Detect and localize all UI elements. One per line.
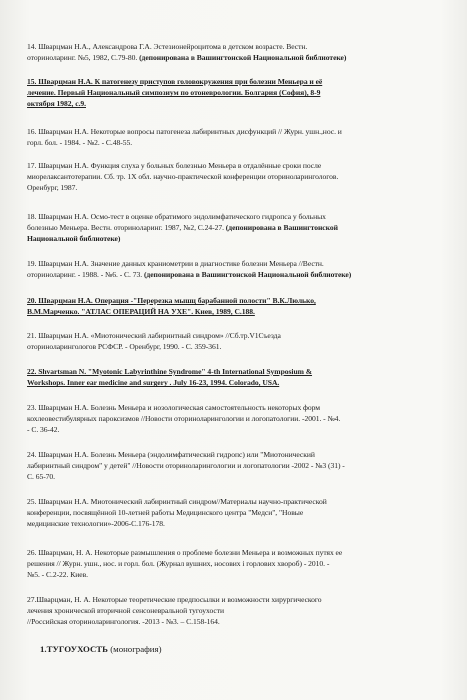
entry-line: болезнью Меньера. Вестн. оториноларинг. 1987, №2, С.24-27. (депонирована в Вашингтонской [27, 223, 338, 233]
entry-line: горл. бол. - 1984. - №2. - С.48-55. [27, 138, 133, 148]
entry-line: лабиринтный синдром" у детей" //Новости оториноларингологии и логопатологии -2002 - №3 (31) - [27, 461, 345, 471]
entry-line: В.М.Марченко. "АТЛАС ОПЕРАЦИЙ НА УХЕ". Киев, 1989, С.188. [27, 307, 255, 317]
bibliography-entry-17 [27, 160, 457, 194]
entry-line: 18. Шварцман Н.А. Осмо-тест в оценке обратимого эндолимфатического гидропса у больных [27, 212, 326, 221]
bibliography-entry-21 [27, 330, 457, 352]
bibliography-entry-27 [27, 594, 457, 628]
entry-line: лечение. Первый Национальный симпозиум по отоневрологии. Болгария (София), 8-9 [27, 88, 321, 98]
deposit-note: (депонирована в Вашингтонской Национальной библиотеке) [139, 53, 347, 63]
bibliography-entry-15 [27, 76, 457, 110]
entry-line: решения // Журн. ушн., нос. и горл. бол. (Журнал вушних, носових і горлових хвороб) - 2010. - [27, 559, 330, 569]
entry-line: 27.Шварцман, Н. А. Некоторые теоретические предпосылки и возможности хирургического [27, 595, 322, 604]
entry-line: 23. Шварцман Н.А. Болезнь Меньера и нозологическая самостоятельность некоторых форм [27, 403, 321, 412]
entry-line: С. 65-70. [27, 472, 56, 482]
bibliography-entry-25 [27, 496, 457, 530]
entry-line: октября 1982, с.9. [27, 99, 86, 109]
entry-line: миорелаксантотерапии. Сб. тр. 1Х обл. научно-практической конференции оториноларингологов. [27, 172, 339, 182]
entry-line: 16. Шварцман Н.А. Некоторые вопросы патогенеза лабиринтных дисфункций // Журн. ушн.,нос. и [27, 127, 342, 136]
entry-line: Оренбург, 1987. [27, 183, 78, 193]
entry-line: медицинские технологии»-2006-С.176-178. [27, 519, 165, 529]
entry-line: кохлеовестибулярных пароксизмов //Новости оториноларингологии и логопатологии. -2001. - №4. [27, 414, 341, 424]
bibliography-entry-16 [27, 126, 457, 148]
bibliography-entry-24 [27, 449, 457, 483]
entry-line: №5. - С.2-22. Киев. [27, 570, 88, 580]
entry-line: 15. Шварцман Н.А. К патогенезу приступов головокружения при болезни Меньера и её [27, 77, 323, 86]
bibliography-entry-23 [27, 402, 457, 436]
entry-line: оториноларинг. - 1988. - №6. - С. 73. (депонирована в Вашингтонской Национальной библиотеке) [27, 270, 352, 280]
deposit-note: (депонирована в Вашингтонской Национальной библиотеке) [143, 270, 352, 280]
entry-line: Workshops. Inner ear medicine and surgery . July 16-23, 1994. Colorado, USA. [27, 378, 280, 388]
entry-line: 17. Шварцман Н.А. Функция слуха у больных болезнью Меньера в отдалённые сроки после [27, 161, 322, 170]
bibliography-entry-19 [27, 258, 457, 280]
entry-line: //Российская оториноларингология. -2013 - №3. – С.158-164. [27, 617, 220, 627]
bibliography-entry-22 [27, 366, 457, 388]
bibliography-entry-14 [27, 41, 457, 63]
entry-line: - С. 36-42. [27, 425, 60, 435]
bibliography-entry-18 [27, 211, 457, 245]
deposit-note: (депонирована в Вашингтонской [225, 223, 338, 233]
section-heading-note: (монография) [108, 644, 162, 654]
deposit-note: Национальной библиотеке) [27, 234, 121, 244]
entry-line: оториноларингологов РСФСР. - Оренбург, 1990. - С. 359-361. [27, 342, 222, 352]
section-heading [40, 643, 162, 655]
entry-line: 20. Шварцман Н.А. Операция -"Перерезка мышц барабанной полости" В.К.Люлько, [27, 296, 316, 305]
entry-line: конференции, посвящённой 10-летней работы Медицинского центра "Медси", "Новые [27, 508, 304, 518]
entry-line: оториноларинг. №5, 1982, С.79-80. (депонирована в Вашингтонской Национальной библиотеке) [27, 53, 347, 63]
bibliography-entry-20 [27, 295, 457, 317]
entry-line: 19. Шварцман Н.А. Значение данных краниометрии в диагностике болезни Меньера //Вестн. [27, 259, 324, 268]
entry-line: 14. Шварцман Н.А., Александрова Г.А. Эстезионейроцитома в детском возрасте. Вестн. [27, 42, 308, 51]
entry-line: 22. Shvartsman N. "Myotonic Labyrinthine Syndrome" 4-th International Symposium & [27, 367, 313, 376]
entry-line: 24. Шварцман Н.А. Болезнь Меньера (эндолимфатический гидропс) или "Миотонический [27, 450, 315, 459]
entry-line [27, 233, 457, 244]
entry-line: 21. Шварцман Н.А. «Миотонический лабиринтный синдром» //Сб.тр.V1Съезда [27, 331, 281, 340]
entry-line: лечения хронической вторичной сенсоневральной тугоухости [27, 606, 225, 616]
section-heading-title: 1.ТУГОУХОСТЬ [40, 644, 108, 654]
entry-line: 26. Шварцман, Н. А. Некоторые размышления о проблеме болезни Меньера и возможных путях ее [27, 548, 343, 557]
bibliography-entry-26 [27, 547, 457, 581]
entry-line: 25. Шварцман Н.А. Миотонический лабиринтный синдром//Материалы научно-практической [27, 497, 327, 506]
